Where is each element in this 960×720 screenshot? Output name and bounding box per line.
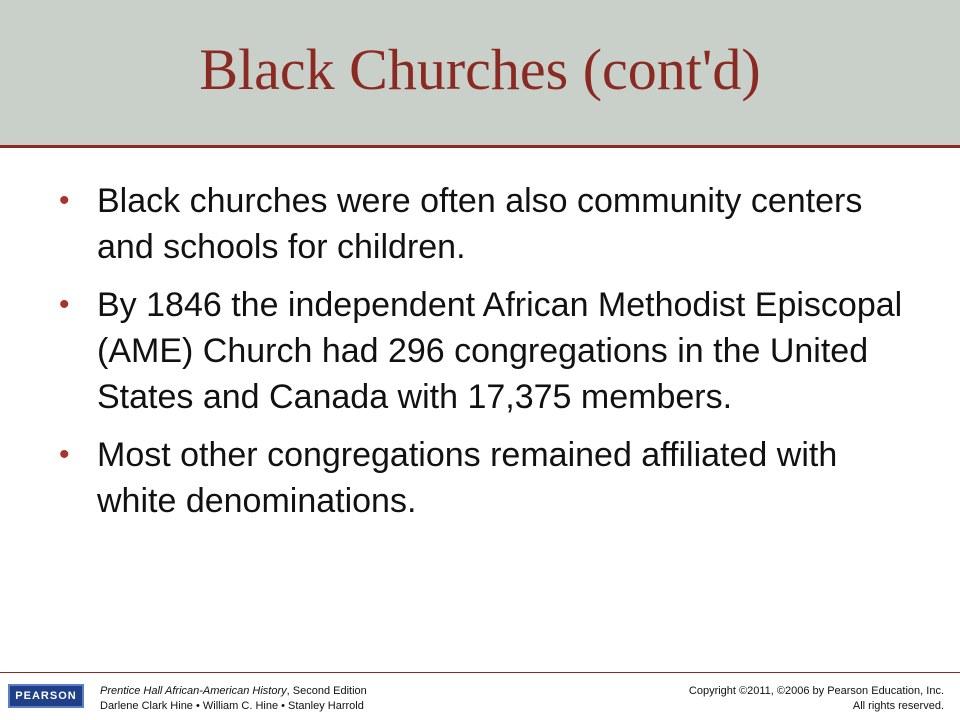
bullet-dot-icon: •: [59, 288, 70, 321]
footer-divider: [0, 672, 960, 673]
header-divider: [0, 145, 960, 148]
bullet-dot-icon: •: [59, 184, 70, 217]
book-title: Prentice Hall African-American History: [100, 685, 287, 697]
copyright-line-2: All rights reserved.: [852, 700, 944, 712]
slide-title: Black Churches (cont'd): [199, 37, 761, 102]
bullet-text: Most other congregations remained affiliated with white denominations.: [97, 436, 838, 520]
copyright-line-1: Copyright ©2011, ©2006 by Pearson Education, Inc.: [688, 685, 944, 697]
bullet-item: [55, 178, 925, 270]
bullet-item: [55, 432, 925, 524]
bullet-list: [55, 178, 925, 536]
bullet-item: [55, 282, 925, 420]
pearson-logo: PEARSON: [8, 684, 84, 708]
book-authors: Darlene Clark Hine • William C. Hine • Stanley Harrold: [100, 700, 364, 712]
bullet-text: Black churches were often also community centers and schools for children.: [97, 182, 863, 266]
book-title-line: [100, 684, 367, 699]
bullet-dot-icon: •: [59, 438, 70, 471]
copyright-notice: [689, 684, 944, 714]
book-edition: , Second Edition: [286, 685, 367, 697]
book-info: [100, 684, 367, 714]
bullet-text: By 1846 the independent African Methodist Episcopal (AME) Church had 296 congregations in the United States and Canada with 17,375 members.: [97, 286, 903, 416]
